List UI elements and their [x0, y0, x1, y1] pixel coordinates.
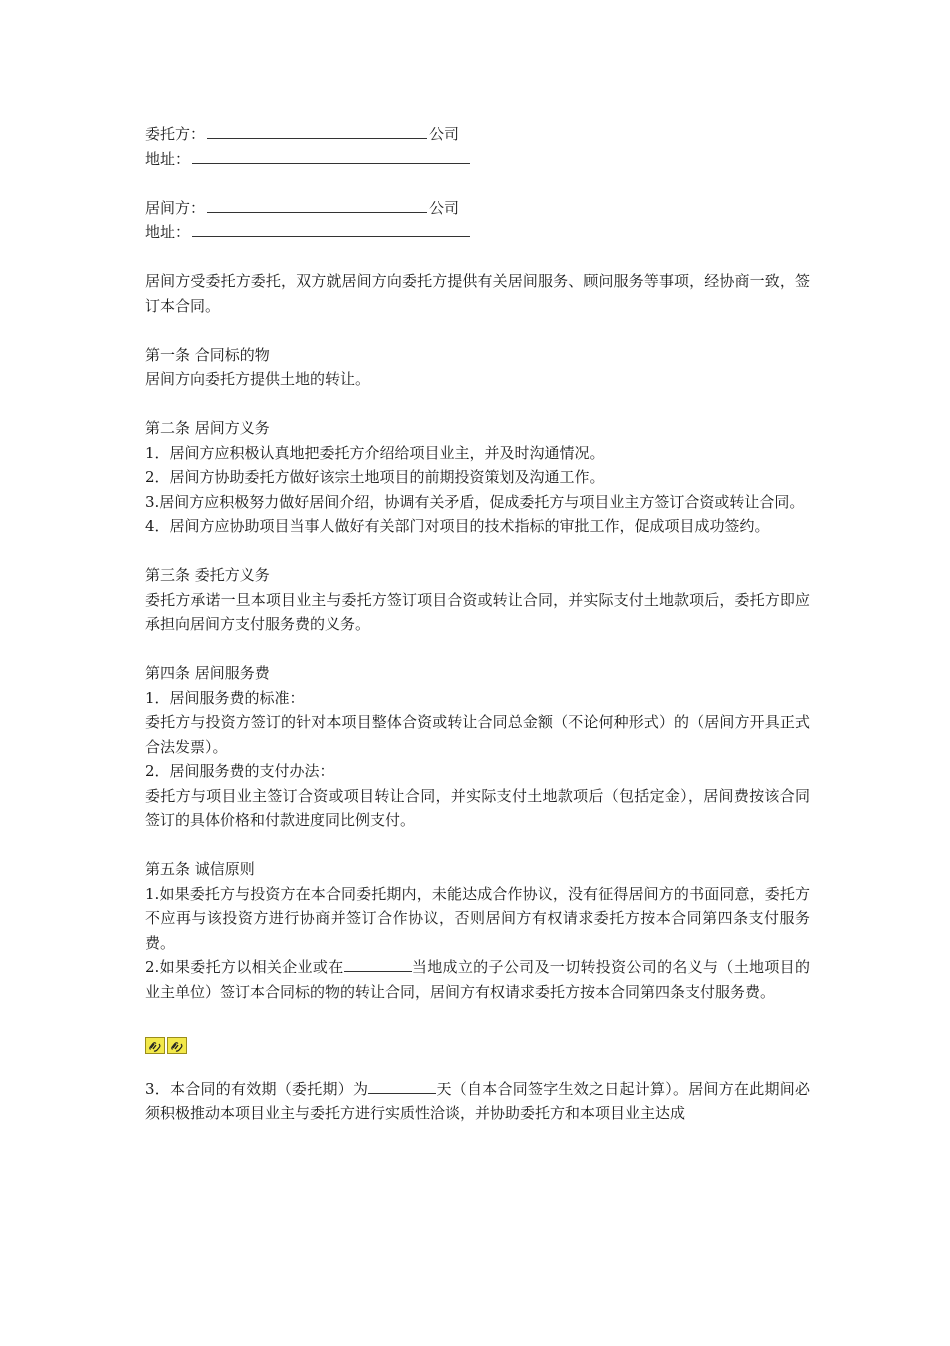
article5-item1: 1.如果委托方与投资方在本合同委托期内，未能达成合作协议，没有征得居间方的书面同意，委托方不应再与该投资方进行协商并签订合作协议，否则居间方有权请求委托方按本合同第四条支付服务费。: [145, 884, 810, 952]
broker-address-blank: [192, 220, 470, 237]
article2-item: 2．居间方协助委托方做好该宗土地项目的前期投资策划及沟通工作。: [145, 468, 605, 486]
location-blank: [344, 955, 412, 972]
article5-item3-after: 天（自本合同签字生效之日起计算）。居间方在此期间必须积极推动本项目业主与委托方进行实质性洽谈，并协助委托方和本项目业主达成: [145, 1079, 810, 1122]
article5-item3: [145, 1077, 810, 1126]
article4-title: 第四条 居间服务费: [145, 664, 270, 682]
client-address-blank: [192, 147, 470, 164]
client-label: 委托方：: [145, 125, 206, 143]
article3-title: 第三条 委托方义务: [145, 566, 270, 584]
client-suffix: 公司: [429, 125, 460, 143]
article5-item2-before: 2.如果委托方以相关企业或在: [145, 958, 344, 976]
intro-paragraph: 居间方受委托方委托，双方就居间方向委托方提供有关居间服务、顾问服务等事项，经协商一致，签订本合同。: [145, 272, 810, 315]
article5-item2: [145, 955, 810, 1004]
client-line: [145, 122, 810, 147]
embedded-icons: [145, 1033, 810, 1057]
validity-days-blank: [368, 1077, 436, 1094]
broker-suffix: 公司: [429, 198, 460, 217]
broker-address-label: 地址：: [145, 223, 191, 241]
article2-item: 1．居间方应积极认真地把委托方介绍给项目业主，并及时沟通情况。: [145, 443, 605, 462]
client-name-blank: [207, 122, 427, 139]
article2-item: 3.居间方应积极努力做好居间介绍，协调有关矛盾，促成委托方与项目业主方签订合资或转让合同。: [145, 492, 805, 511]
article2-title: 第二条 居间方义务: [145, 419, 270, 437]
article5-item2-after: 当地成立的子公司及一切转投资公司的名义与（土地项目的业主单位）签订本合同标的物的转让合同，居间方有权请求委托方按本合同第四条支付服务费。: [145, 958, 810, 1001]
article1-title: 第一条 合同标的物: [145, 345, 270, 364]
article5-item3-before: 3．本合同的有效期（委托期）为: [145, 1079, 369, 1098]
article5-title: 第五条 诚信原则: [145, 860, 255, 878]
link-icon[interactable]: [167, 1037, 187, 1054]
broker-label: 居间方：: [145, 198, 206, 217]
article4-item1-title: 1．居间服务费的标准：: [145, 688, 305, 707]
article2-item: 4．居间方应协助项目当事人做好有关部门对项目的技术指标的审批工作，促成项目成功签约。: [145, 517, 770, 535]
broker-address-line: [145, 220, 810, 245]
article1-text: 居间方向委托方提供土地的转让。: [145, 370, 371, 388]
article4-item2-title: 2．居间服务费的支付办法：: [145, 762, 335, 780]
article4-item1-text: 委托方与投资方签订的针对本项目整体合资或转让合同总金额（不论何种形式）的（居间方开具正式合法发票）。: [145, 713, 810, 756]
broker-line: [145, 196, 810, 221]
broker-name-blank: [207, 196, 427, 213]
article3-text: 委托方承诺一旦本项目业主与委托方签订项目合资或转让合同，并实际支付土地款项后，委托方即应承担向居间方支付服务费的义务。: [145, 590, 810, 633]
client-address-label: 地址：: [145, 149, 191, 168]
contract-body: [145, 122, 810, 1126]
link-icon[interactable]: [145, 1037, 165, 1054]
article4-item2-text: 委托方与项目业主签订合资或项目转让合同，并实际支付土地款项后（包括定金），居间费按该合同签订的具体价格和付款进度同比例支付。: [145, 786, 810, 829]
client-address-line: [145, 147, 810, 172]
